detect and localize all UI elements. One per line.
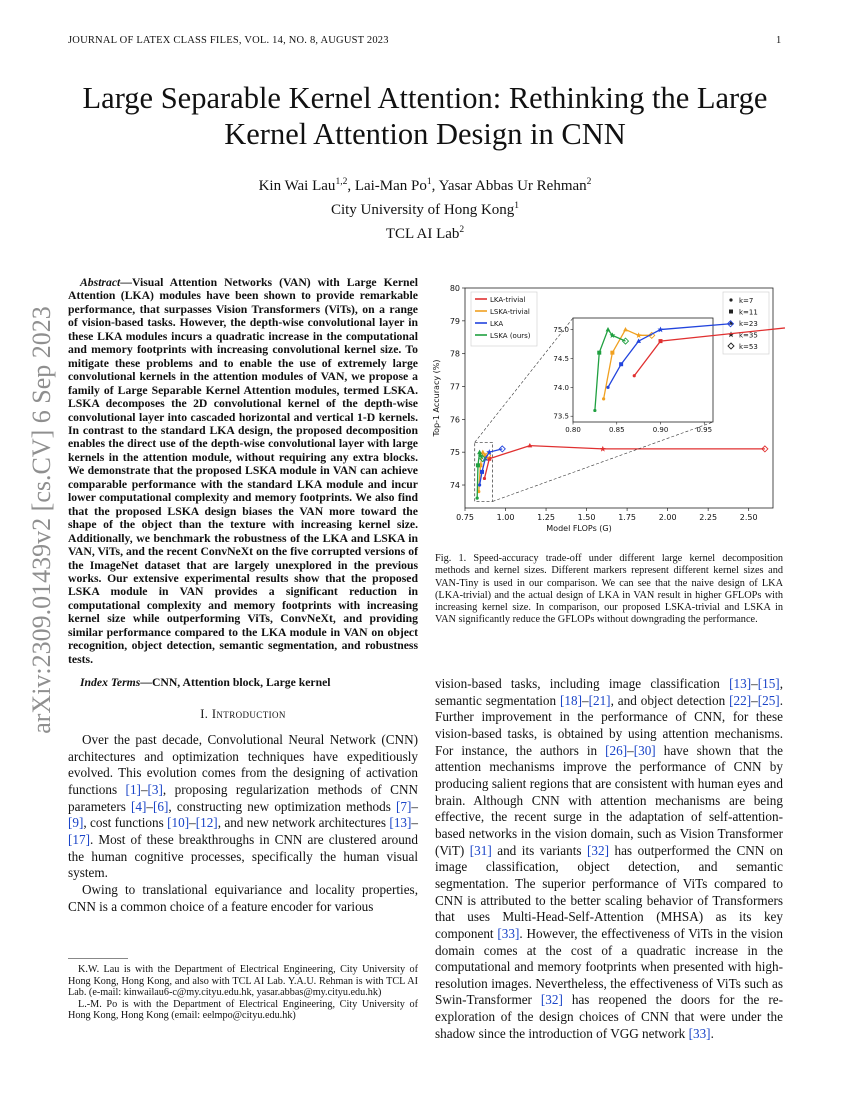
body-text: , cost functions xyxy=(83,815,168,831)
citation-link[interactable]: [25] xyxy=(757,692,780,708)
left-column xyxy=(68,276,418,916)
author-1-affil: 1,2 xyxy=(335,177,348,187)
index-terms-text: —CNN, Attention block, Large kernel xyxy=(140,676,331,690)
page-number: 1 xyxy=(776,35,782,46)
body-text: – xyxy=(582,692,589,708)
inset-y-tick-label: 74.0 xyxy=(553,383,569,392)
x-tick-label: 2.50 xyxy=(739,513,758,522)
y-tick-label: 80 xyxy=(449,284,460,293)
legend-entry: LKA xyxy=(490,320,504,328)
author-3: Yasar Abbas Ur Rehman xyxy=(438,178,587,194)
citation-link[interactable]: [21] xyxy=(588,692,611,708)
citation-link[interactable]: [6] xyxy=(153,798,169,814)
author-3-affil: 2 xyxy=(586,177,592,187)
right-column xyxy=(435,676,783,1042)
intro-paragraph-1 xyxy=(68,732,418,882)
body-text: , and new network architectures xyxy=(217,815,390,831)
body-text: , and object detection xyxy=(610,692,730,708)
series-legend xyxy=(471,292,537,346)
y-tick-label: 74 xyxy=(449,481,460,491)
data-point xyxy=(597,351,601,355)
inset-y-tick-label: 74.5 xyxy=(553,354,569,363)
citation-link[interactable]: [1] xyxy=(125,781,141,797)
x-tick-label: 2.00 xyxy=(658,513,677,522)
x-tick-label: 1.00 xyxy=(496,513,515,522)
kernel-legend-entry: k=23 xyxy=(739,320,758,328)
data-point xyxy=(478,483,481,486)
citation-link[interactable]: [7] xyxy=(396,798,412,814)
section-heading xyxy=(68,706,418,723)
body-text: , constructing new optimization methods xyxy=(168,798,397,814)
body-text: – xyxy=(411,798,419,814)
data-point xyxy=(633,374,636,377)
affiliation-2-name: TCL AI Lab xyxy=(385,226,460,242)
citation-link[interactable]: [15] xyxy=(757,676,780,691)
y-axis-label: Top-1 Accuracy (%) xyxy=(432,359,441,437)
citation-link[interactable]: [18] xyxy=(560,692,582,708)
legend-entry: LSKA-trivial xyxy=(490,308,530,316)
data-point xyxy=(480,470,484,474)
intro-paragraph-3 xyxy=(435,676,783,1042)
footnotes xyxy=(68,964,418,1022)
y-tick-label: 77 xyxy=(449,382,460,392)
legend-entry: LSKA (ours) xyxy=(490,332,531,340)
footnote-2: L.-M. Po is with the Department of Electrical Engineering, City University of Hong Kong, Hong Kong (email: eelmpo@cityu.edu.hk) xyxy=(68,998,418,1022)
kernel-legend xyxy=(723,292,769,354)
inset-x-tick-label: 0.95 xyxy=(696,426,713,434)
body-text: . However, the effectiveness of ViTs in the vision domain comes at the cost of a quadratic increase in the computational and memory footprints when presented with high-resolution images. Nevertheless, the effectiveness of ViTs such as Swin-Transformer xyxy=(435,925,783,1008)
citation-link[interactable]: [13] xyxy=(729,676,752,691)
body-text: – xyxy=(140,781,148,797)
x-tick-label: 2.25 xyxy=(699,513,718,522)
zoom-connector xyxy=(493,422,713,501)
citation-link[interactable]: [12] xyxy=(195,815,218,831)
inset-x-tick-label: 0.85 xyxy=(608,426,625,434)
body-text: , proposing regularization methods of CNN parameters xyxy=(68,781,418,814)
running-header: JOURNAL OF LATEX CLASS FILES, VOL. 14, NO. 8, AUGUST 2023 xyxy=(68,35,389,46)
author-1: Kin Wai Lau xyxy=(258,178,336,194)
y-tick-label: 79 xyxy=(449,316,460,326)
data-point xyxy=(483,477,486,480)
inset-frame xyxy=(573,318,713,422)
inset-x-tick-label: 0.90 xyxy=(652,426,669,434)
affiliation-2 xyxy=(60,220,790,244)
data-point xyxy=(619,362,623,366)
section-title: Introduction xyxy=(211,707,286,722)
citation-link[interactable]: [30] xyxy=(633,742,656,758)
body-text: . xyxy=(710,1025,714,1041)
kernel-legend-entry: k=7 xyxy=(739,297,754,305)
index-terms-label: Index Terms xyxy=(80,676,141,690)
body-text: has reopened the doors for the re-exploration of the design choices of CNN that were under the shadow since the introduction of VGG network xyxy=(435,992,783,1041)
data-point xyxy=(476,497,479,500)
kernel-marker xyxy=(729,298,732,301)
x-tick-label: 1.75 xyxy=(618,513,637,522)
inset-y-tick-label: 75.0 xyxy=(553,326,569,335)
body-text: – xyxy=(411,815,418,831)
data-point xyxy=(602,397,605,400)
body-text: have shown that the attention mechanisms improve the performance of CNN by producing salient regions that are consistent with human eyes and brain. Although CNN with attention mechanisms are being effective, the recent surge in the adaptation of self-attention-based networks in the vision domain, such as Vision Transformer (ViT) xyxy=(435,742,784,858)
body-text: and its variants xyxy=(491,842,587,858)
author-names: Kin Wai Lau$^{1,2}$, Lai-Man Po$^1$, Yasar Abbas Ur Rehman$^2$ xyxy=(258,177,592,194)
series-line xyxy=(484,446,764,479)
data-point xyxy=(476,463,480,467)
author-2: Lai-Man Po xyxy=(354,178,427,194)
citation-link[interactable]: [10] xyxy=(167,815,190,831)
paper-title: Large Separable Kernel Attention: Rethinking the Large Kernel Attention Design in CNN xyxy=(82,81,768,151)
abstract-text: —Visual Attention Networks (VAN) with Large Kernel Attention (LKA) modules have been shown to provide remarkable performance, that surpasses Vision Transformers (ViTs), on a range of vision-based tasks. However, the depth-wise convolutional layer in these LKA modules incurs a quadratic increase in the computational and memory footprints with increasing convolutional kernel size. To mitigate these problems and to enable the use of extremely large convolutional kernels in the attention modules of VAN, we propose a family of Large Separable Kernel Attention modules, termed LSKA. LSKA decomposes the 2D convolutional kernel of the depth-wise convolutional layer into cascaded horizontal and vertical 1-D kernels. In contrast to the standard LKA design, the proposed decomposition enables the direct use of the depth-wise convolutional layer with large kernels in the attention module, without requiring any extra blocks. We demonstrate that the proposed LSKA module in VAN can achieve comparable performance with the standard LKA module and incur lower computational complexity and memory footprints. We also find that the proposed LSKA design biases the VAN more toward the shape of the object than the texture with increasing kernel size. Additionally, we benchmark the robustness of the LKA and LSKA in VAN, ViTs, and the recent ConvNeXt on the five corrupted versions of the ImageNet dataset that are largely unexplored in the previous works. Our extensive experimental results show that the proposed LSKA module in VAN provides a significant reduction in computational complexity and memory footprints with increasing kernel size while outperforming ViTs, ConvNeXt, and providing similar performance compared to the LKA module in VAN on object recognition, object detection, semantic segmentation, and robustness tests. xyxy=(68,276,418,666)
citation-link[interactable]: [9] xyxy=(68,815,84,831)
body-text: . Most of these breakthroughs in CNN are clustered around the human cognitive processes, specifically the human visual system. xyxy=(68,832,418,881)
affiliation-1-name: City University of Hong Kong xyxy=(330,202,515,218)
kernel-marker xyxy=(729,310,733,314)
legend-entry: LKA-trivial xyxy=(490,296,526,304)
data-point xyxy=(593,409,596,412)
body-text: vision-based tasks, including image classification xyxy=(435,676,730,691)
y-tick-label: 75 xyxy=(449,448,460,458)
body-text: – xyxy=(627,742,634,758)
citation-link[interactable]: [17] xyxy=(68,832,90,848)
affiliation-1-sup: 1 xyxy=(514,201,520,211)
inset-x-tick-label: 0.80 xyxy=(565,426,581,434)
affiliation-2-sup: 2 xyxy=(459,225,465,235)
citation-link[interactable]: [32] xyxy=(540,992,563,1008)
body-text: – xyxy=(189,815,196,831)
author-2-affil: 1 xyxy=(426,177,432,187)
body-text: – xyxy=(751,692,758,708)
intro-paragraph-2: Owing to translational equivariance and locality properties, CNN is a common choice of a feature encoder for various xyxy=(68,882,418,914)
x-axis-label: Model FLOPs (G) xyxy=(546,524,612,533)
kernel-legend-entry: k=11 xyxy=(739,308,758,317)
data-point xyxy=(610,351,614,355)
x-tick-label: 0.75 xyxy=(456,513,474,522)
kernel-legend-entry: k=35 xyxy=(739,331,758,340)
footnote-1: K.W. Lau is with the Department of Electrical Engineering, City University of Hong Kong, Hong Kong, and also with TCL AI Lab. Y.A.U. Rehman is with TCL AI Lab. (e-mail: kinwailau6-c@my.cityu.edu.hk, yasar.abbas@my.cityu.edu.hk) xyxy=(68,964,418,999)
data-point xyxy=(477,450,482,454)
affiliation-1 xyxy=(60,196,790,220)
data-point xyxy=(659,339,663,343)
citation-link[interactable]: [33] xyxy=(497,925,520,941)
figure-caption: Fig. 1. Speed-accuracy trade-off under different large kernel decomposition methods and kernel sizes. Different markers represent different kernel sizes and VAN-Tiny is used in our comparison. We can see that the naive design of LKA (LKA-trivial) and the actual design of LKA in VAN result in higher GFLOPs with increasing kernel size. In comparison, our proposed LSKA-trivial and LSKA in VAN significantly reduce the GFLOPs without downgrading the performance. xyxy=(435,553,783,626)
body-text: . Further improvement in the performance of CNN, for these vision-based tasks, is obtained by using attention mechanisms. For instance, the authors in xyxy=(435,692,783,758)
main-series-group xyxy=(476,443,768,500)
body-text: has outperformed the CNN on image classification, object detection, and semantic segmentation. The superior performance of ViTs compared to CNN is attributed to the better scaling behavior of Transformers that uses Multi-Head-Self-Attention (MHSA) as its key component xyxy=(435,842,783,941)
citation-link[interactable]: [31] xyxy=(469,842,492,858)
abstract-label: Abstract xyxy=(80,276,121,289)
y-tick-label: 76 xyxy=(449,415,460,425)
footnote-rule xyxy=(68,958,128,959)
citation-link[interactable]: [32] xyxy=(587,842,609,858)
kernel-legend-entry: k=53 xyxy=(739,343,758,351)
index-terms xyxy=(68,676,418,690)
body-text: – xyxy=(751,676,758,691)
abstract xyxy=(68,276,418,666)
arxiv-stamp: arXiv:2309.01439v2 [cs.CV] 6 Sep 2023 xyxy=(27,306,56,734)
inset-y-tick-label: 73.5 xyxy=(553,412,569,421)
citation-link[interactable]: [33] xyxy=(688,1025,711,1041)
author-block xyxy=(60,172,790,244)
body-text: , semantic segmentation xyxy=(435,676,783,708)
citation-link[interactable]: [26] xyxy=(605,742,628,758)
section-number: I. xyxy=(200,707,209,722)
y-tick-label: 78 xyxy=(449,349,460,359)
citation-link[interactable]: [3] xyxy=(147,781,163,797)
citation-link[interactable]: [4] xyxy=(131,798,147,814)
data-point xyxy=(606,386,609,389)
x-tick-label: 1.25 xyxy=(537,513,555,522)
citation-link[interactable]: [22] xyxy=(729,692,752,708)
speed-accuracy-chart xyxy=(425,280,785,535)
citation-link[interactable]: [13] xyxy=(389,815,412,831)
body-text: Over the past decade, Convolutional Neural Network (CNN) architectures and optimization techniques have expeditiously evolved. This evolution comes from the designing of activation functions xyxy=(68,731,418,797)
body-text: – xyxy=(146,798,153,814)
x-tick-label: 1.50 xyxy=(577,513,596,522)
